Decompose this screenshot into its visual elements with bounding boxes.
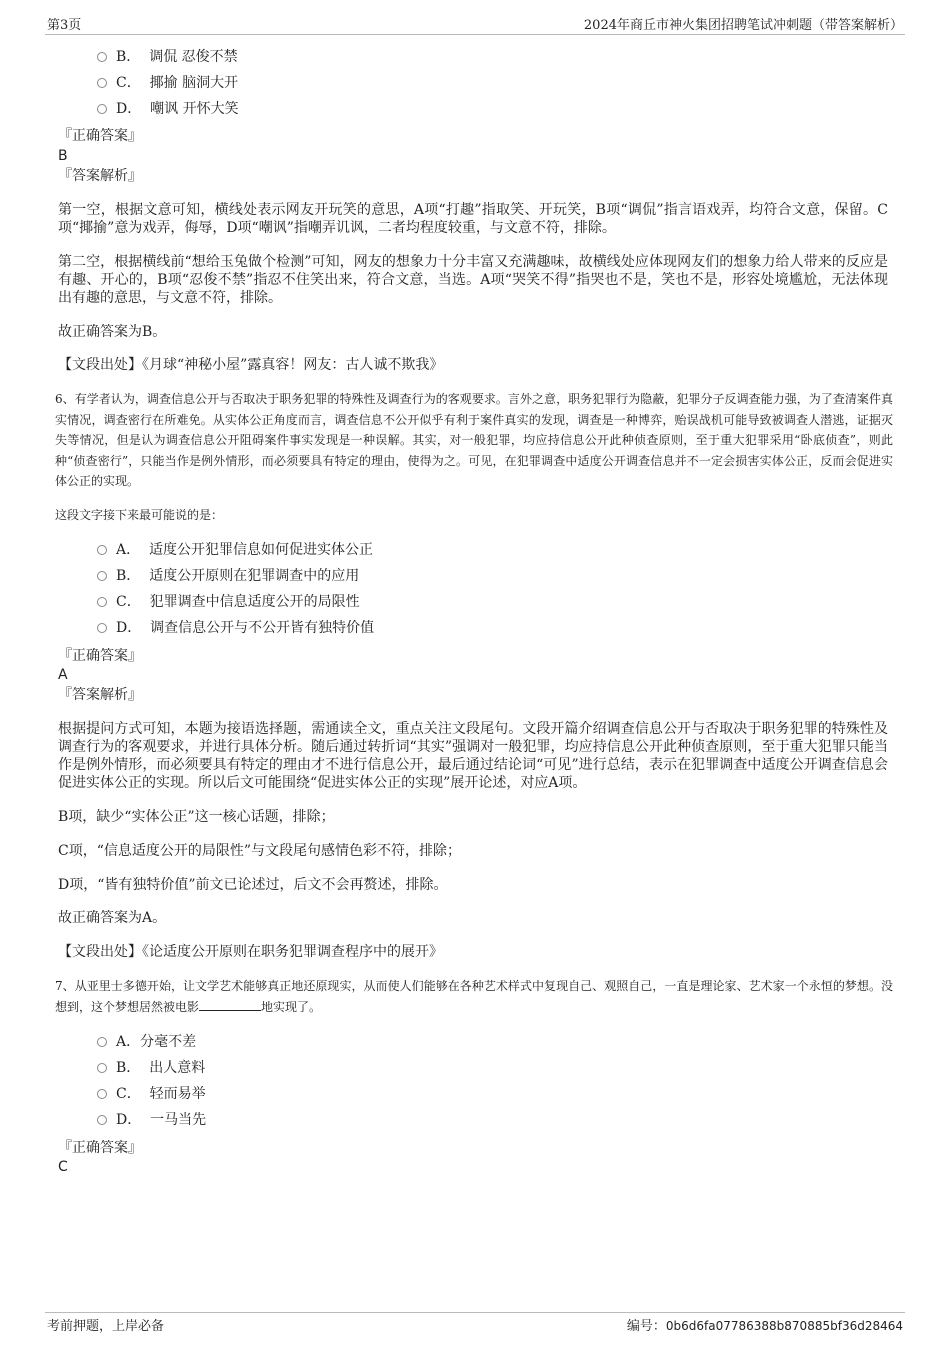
radio-icon[interactable] <box>97 545 107 555</box>
radio-icon[interactable] <box>97 1037 107 1047</box>
q6-analysis-paragraph: 故正确答案为A。 <box>58 910 167 926</box>
q7-option-b[interactable]: B． 出人意料 <box>97 1059 205 1077</box>
q5-option-c[interactable]: C． 揶揄 脑洞大开 <box>97 74 238 92</box>
q5-source: 【文段出处】《月球“神秘小屋”露真容！网友：古人诚不欺我》 <box>58 357 444 373</box>
q5-option-b[interactable]: B． 调侃 忍俊不禁 <box>97 48 238 66</box>
radio-icon[interactable] <box>97 623 107 633</box>
q6-answer-label: 『正确答案』 <box>58 648 142 664</box>
radio-icon[interactable] <box>97 104 107 114</box>
q5-answer-label: 『正确答案』 <box>58 128 142 144</box>
q6-analysis-paragraph: D项，“皆有独特价值”前文已论述过，后文不会再赘述，排除。 <box>58 877 448 893</box>
q6-analysis-paragraph: 根据提问方式可知，本题为接语选择题，需通读全文，重点关注文段尾句。文段开篇介绍调查信息公开与否取决于职务犯罪的特殊性及调查行为的客观要求，并进行具体分析。随后通过转折词“其实”强调对一般犯罪，均应持信息公开此种侦查原则，至于重大犯罪只能当作是例外情形，而必须要具有特定的理由才不进行信息公开，最后通过结论词“可见”进行总结，表示在犯罪调查中适度公开调查信息会促进实体公正的实现。所以后文可能围绕“促进实体公正的实现”展开论述，对应A项。 <box>58 721 888 791</box>
q6-option-b[interactable]: B． 适度公开原则在犯罪调查中的应用 <box>97 567 359 585</box>
fill-blank <box>199 998 261 1011</box>
q6-analysis-paragraph: C项，“信息适度公开的局限性”与文段尾句感情色彩不符，排除； <box>58 843 462 859</box>
q5-option-d[interactable]: D． 嘲讽 开怀大笑 <box>97 100 239 118</box>
q5-analysis-paragraph: 故正确答案为B。 <box>58 324 167 340</box>
q6-question: 这段文字接下来最可能说的是： <box>55 508 224 522</box>
radio-icon[interactable] <box>97 571 107 581</box>
document-code: 编号：0b6d6fa07786388b870885bf36d28464 <box>626 1319 903 1334</box>
radio-icon[interactable] <box>97 1063 107 1073</box>
q7-answer-label: 『正确答案』 <box>58 1140 142 1156</box>
radio-icon[interactable] <box>97 1115 107 1125</box>
q6-option-c[interactable]: C． 犯罪调查中信息适度公开的局限性 <box>97 593 360 611</box>
q7-option-a[interactable]: A．分毫不差 <box>97 1033 196 1051</box>
radio-icon[interactable] <box>97 597 107 607</box>
q5-analysis-paragraph: 第一空，根据文意可知，横线处表示网友开玩笑的意思，A项“打趣”指取笑、开玩笑，B项“调侃”指言语戏弄，均符合文意，保留。C项“揶揄”意为戏弄，侮辱，D项“嘲讽”指嘲弄讥讽，二者均程度较重，与文意不符，排除。 <box>58 202 888 236</box>
q5-analysis-label: 『答案解析』 <box>58 168 142 184</box>
radio-icon[interactable] <box>97 78 107 88</box>
q6-analysis-label: 『答案解析』 <box>58 687 142 703</box>
radio-icon[interactable] <box>97 52 107 62</box>
q6-answer: A <box>58 667 68 683</box>
q6-stem: 6、有学者认为，调查信息公开与否取决于职务犯罪的特殊性及调查行为的客观要求。言外之意，职务犯罪行为隐蔽，犯罪分子反调查能力强，为了查清案件真实情况，调查密行在所难免。从实体公正角度而言，调查信息不公开似乎有利于案件真实的发现，调查是一种博弈，贻误战机可能导致被调查人潜逃，证据灭失等情况，但是认为调查信息公开阻碍案件事实发现是一种误解。其实，对一般犯罪，均应持信息公开此种侦查原则，至于重大犯罪采用“卧底侦查”，则此种“侦查密行”，只能当作是例外情形，而必须要具有特定的理由，使得为之。可见，在犯罪调查中适度公开调查信息并不一定会损害实体公正，反而会促进实体公正的实现。 <box>55 392 893 488</box>
q6-option-a[interactable]: A． 适度公开犯罪信息如何促进实体公正 <box>97 541 373 559</box>
page-number: 第3页 <box>47 18 82 33</box>
page-header <box>45 14 905 35</box>
q6-option-d[interactable]: D． 调查信息公开与不公开皆有独特价值 <box>97 619 374 637</box>
q5-analysis-paragraph: 第二空，根据横线前“想给玉兔做个检测”可知，网友的想象力十分丰富又充满趣味，故横线处应体现网友们的想象力给人带来的反应是有趣、开心的，B项“忍俊不禁”指忍不住笑出来，符合文意，当选。A项“哭笑不得”指哭也不是，笑也不是，形容处境尴尬，无法体现出有趣的意思，与文意不符，排除。 <box>58 254 888 306</box>
q7-option-d[interactable]: D． 一马当先 <box>97 1111 206 1129</box>
footer-slogan: 考前押题，上岸必备 <box>47 1319 165 1334</box>
q6-source: 【文段出处】《论适度公开原则在职务犯罪调查程序中的展开》 <box>58 944 443 960</box>
q6-analysis-paragraph: B项，缺少“实体公正”这一核心话题，排除； <box>58 809 335 825</box>
page-footer <box>45 1312 905 1334</box>
radio-icon[interactable] <box>97 1089 107 1099</box>
q7-answer: C <box>58 1159 68 1175</box>
document-title: 2024年商丘市神火集团招聘笔试冲刺题（带答案解析） <box>583 18 903 33</box>
q5-answer: B <box>58 148 68 164</box>
q7-option-c[interactable]: C． 轻而易举 <box>97 1085 206 1103</box>
q7-stem: 7、从亚里士多德开始，让文学艺术能够真正地还原现实，从而使人们能够在各种艺术样式中复现自己、观照自己，一直是理论家、艺术家一个永恒的梦想。没想到，这个梦想居然被电影 地实现了。 <box>55 979 893 1014</box>
